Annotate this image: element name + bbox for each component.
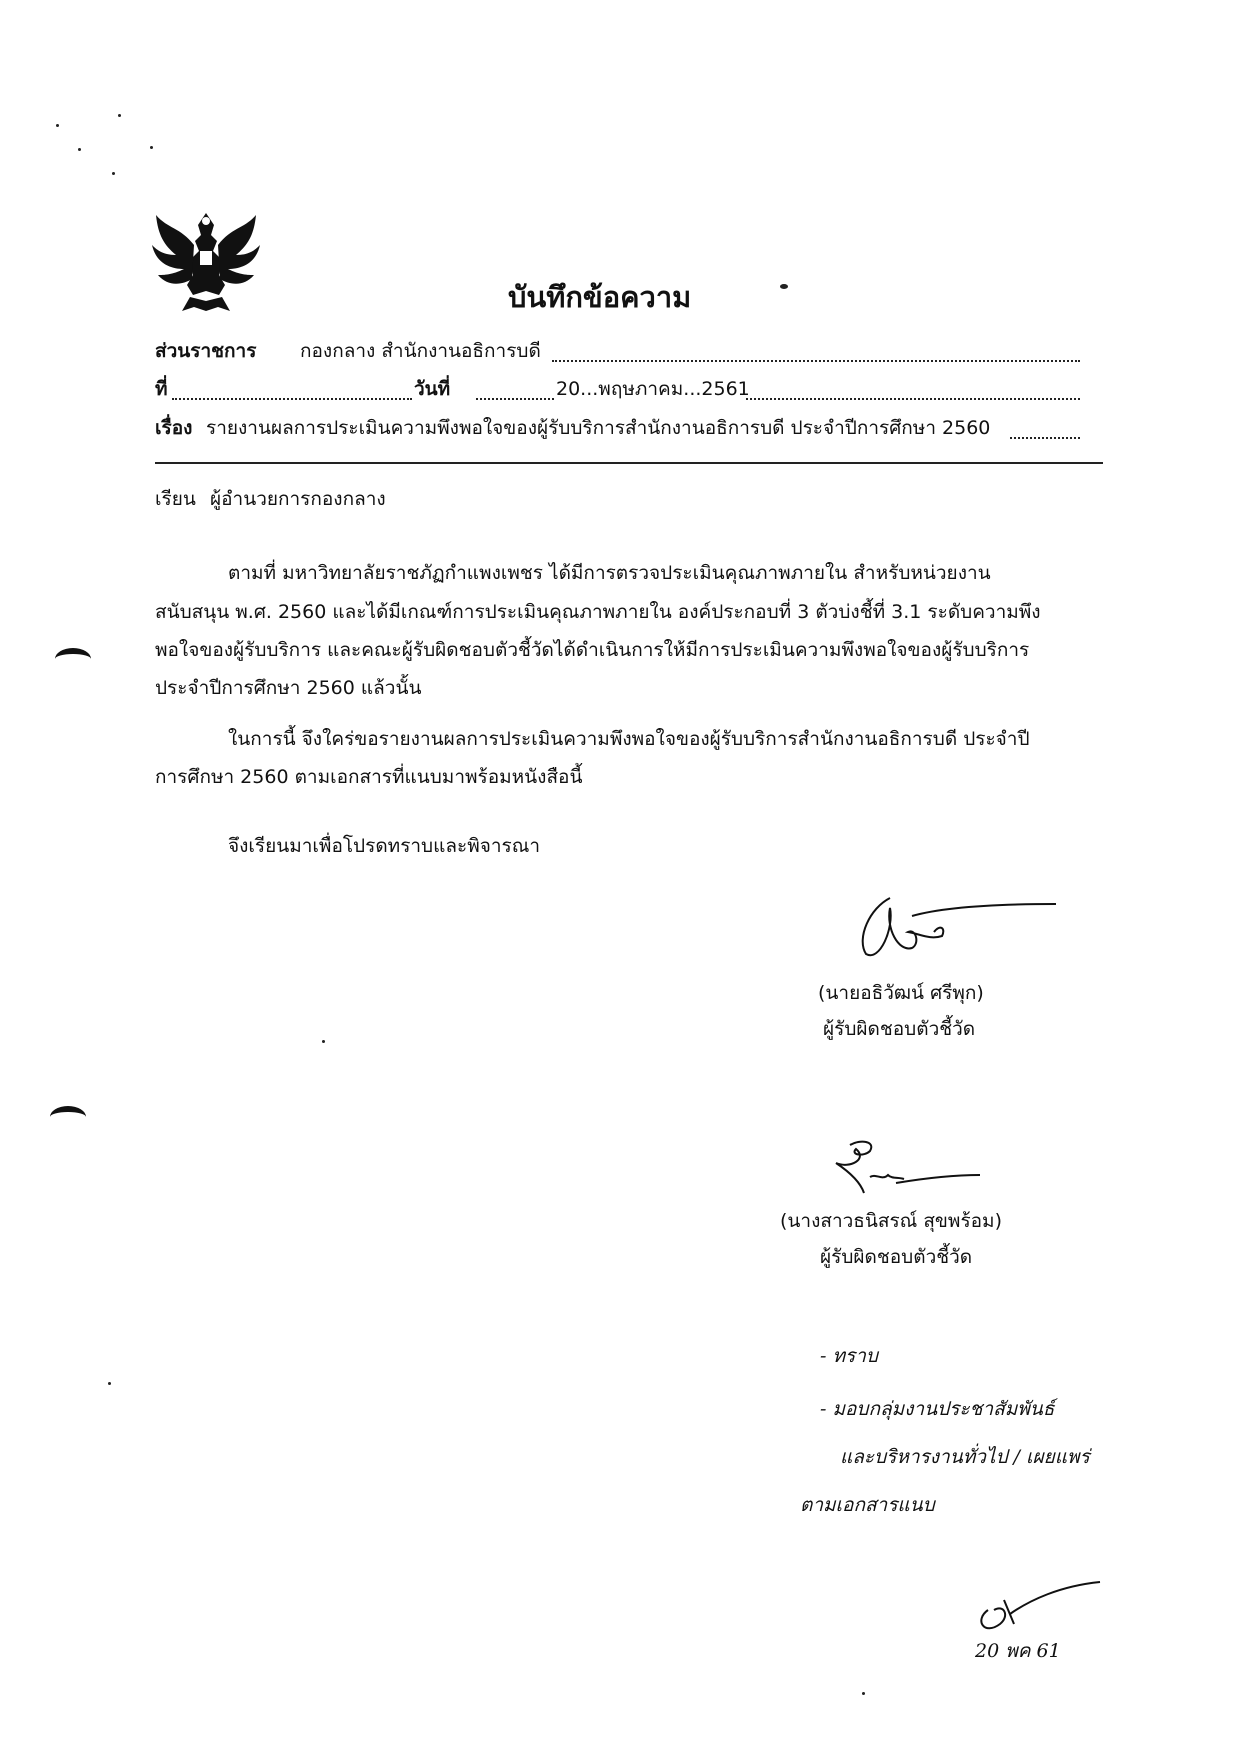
hole-punch-mark-2 — [50, 1106, 86, 1128]
subject-value: รายงานผลการประเมินความพึงพอใจของผู้รับบริการสำนักงานอธิการบดี ประจำปีการศึกษา 2560 — [206, 417, 991, 439]
scan-speck — [780, 284, 788, 289]
handwritten-note-line4: ตามเอกสารแนบ — [800, 1494, 935, 1516]
number-label: ที่ — [155, 378, 168, 400]
scan-speck — [56, 124, 59, 127]
date-dotted-line-right — [746, 398, 1080, 400]
department-dotted-line — [552, 360, 1080, 362]
salutation-value: ผู้อำนวยการกองกลาง — [210, 488, 386, 510]
subject-label: เรื่อง — [155, 417, 193, 439]
signatory-2-name: (นางสาวธนิสรณ์ สุขพร้อม) — [780, 1210, 1002, 1232]
signatory-1-name: (นายอธิวัฒน์ ศรีพุก) — [818, 982, 984, 1004]
subject-dotted-line — [1010, 437, 1080, 439]
scan-speck — [322, 1040, 325, 1043]
paragraph1-line2: สนับสนุน พ.ศ. 2560 และได้มีเกณฑ์การประเมินคุณภาพภายใน องค์ประกอบที่ 3 ตัวบ่งชี้ที่ 3.1 ระดับความพึง — [155, 601, 1041, 623]
handwritten-note-line2: - มอบกลุ่มงานประชาสัมพันธ์ — [820, 1398, 1055, 1420]
date-label: วันที่ — [414, 378, 451, 400]
signatory-1-position: ผู้รับผิดชอบตัวชี้วัด — [823, 1018, 976, 1040]
salutation-label: เรียน — [155, 488, 196, 510]
hole-punch-mark-1 — [55, 648, 91, 670]
paragraph1-line4: ประจำปีการศึกษา 2560 แล้วนั้น — [155, 677, 422, 699]
paragraph2-line2: การศึกษา 2560 ตามเอกสารที่แนบมาพร้อมหนังสือนี้ — [155, 766, 583, 788]
closing-text: จึงเรียนมาเพื่อโปรดทราบและพิจารณา — [228, 835, 541, 857]
memo-title: บันทึกข้อความ — [508, 280, 692, 314]
garuda-emblem — [150, 205, 262, 313]
department-value: กองกลาง สำนักงานอธิการบดี — [300, 340, 541, 362]
paragraph2-line1: ในการนี้ จึงใคร่ขอรายงานผลการประเมินความพึงพอใจของผู้รับบริการสำนักงานอธิการบดี ประจำปี — [228, 728, 1030, 750]
handwritten-date: 20 พค 61 — [975, 1640, 1061, 1662]
paragraph1-line1: ตามที่ มหาวิทยาลัยราชภัฏกำแพงเพชร ได้มีการตรวจประเมินคุณภาพภายใน สำหรับหน่วยงาน — [228, 562, 991, 584]
date-value: 20...พฤษภาคม...2561 — [556, 378, 750, 400]
signatory-2-position: ผู้รับผิดชอบตัวชี้วัด — [820, 1246, 973, 1268]
number-dotted-line — [172, 398, 412, 400]
handwritten-note-line3: และบริหารงานทั่วไป / เผยแพร่ — [840, 1446, 1090, 1468]
scan-speck — [112, 172, 115, 175]
approver-signature — [970, 1580, 1110, 1636]
handwritten-note-line1: - ทราบ — [820, 1345, 878, 1367]
scan-speck — [78, 148, 81, 151]
scan-speck — [150, 146, 153, 149]
scan-speck — [118, 114, 121, 117]
paragraph1-line3: พอใจของผู้รับบริการ และคณะผู้รับผิดชอบตัวชี้วัดได้ดำเนินการให้มีการประเมินความพึงพอใจของผู้รับบริการ — [155, 639, 1030, 661]
scan-speck — [862, 1692, 865, 1695]
scan-speck — [108, 1382, 111, 1385]
department-label: ส่วนราชการ — [155, 340, 257, 362]
signature-1 — [850, 888, 1060, 968]
signature-2 — [820, 1135, 980, 1203]
header-divider — [155, 462, 1103, 464]
date-dotted-line-left — [476, 398, 554, 400]
